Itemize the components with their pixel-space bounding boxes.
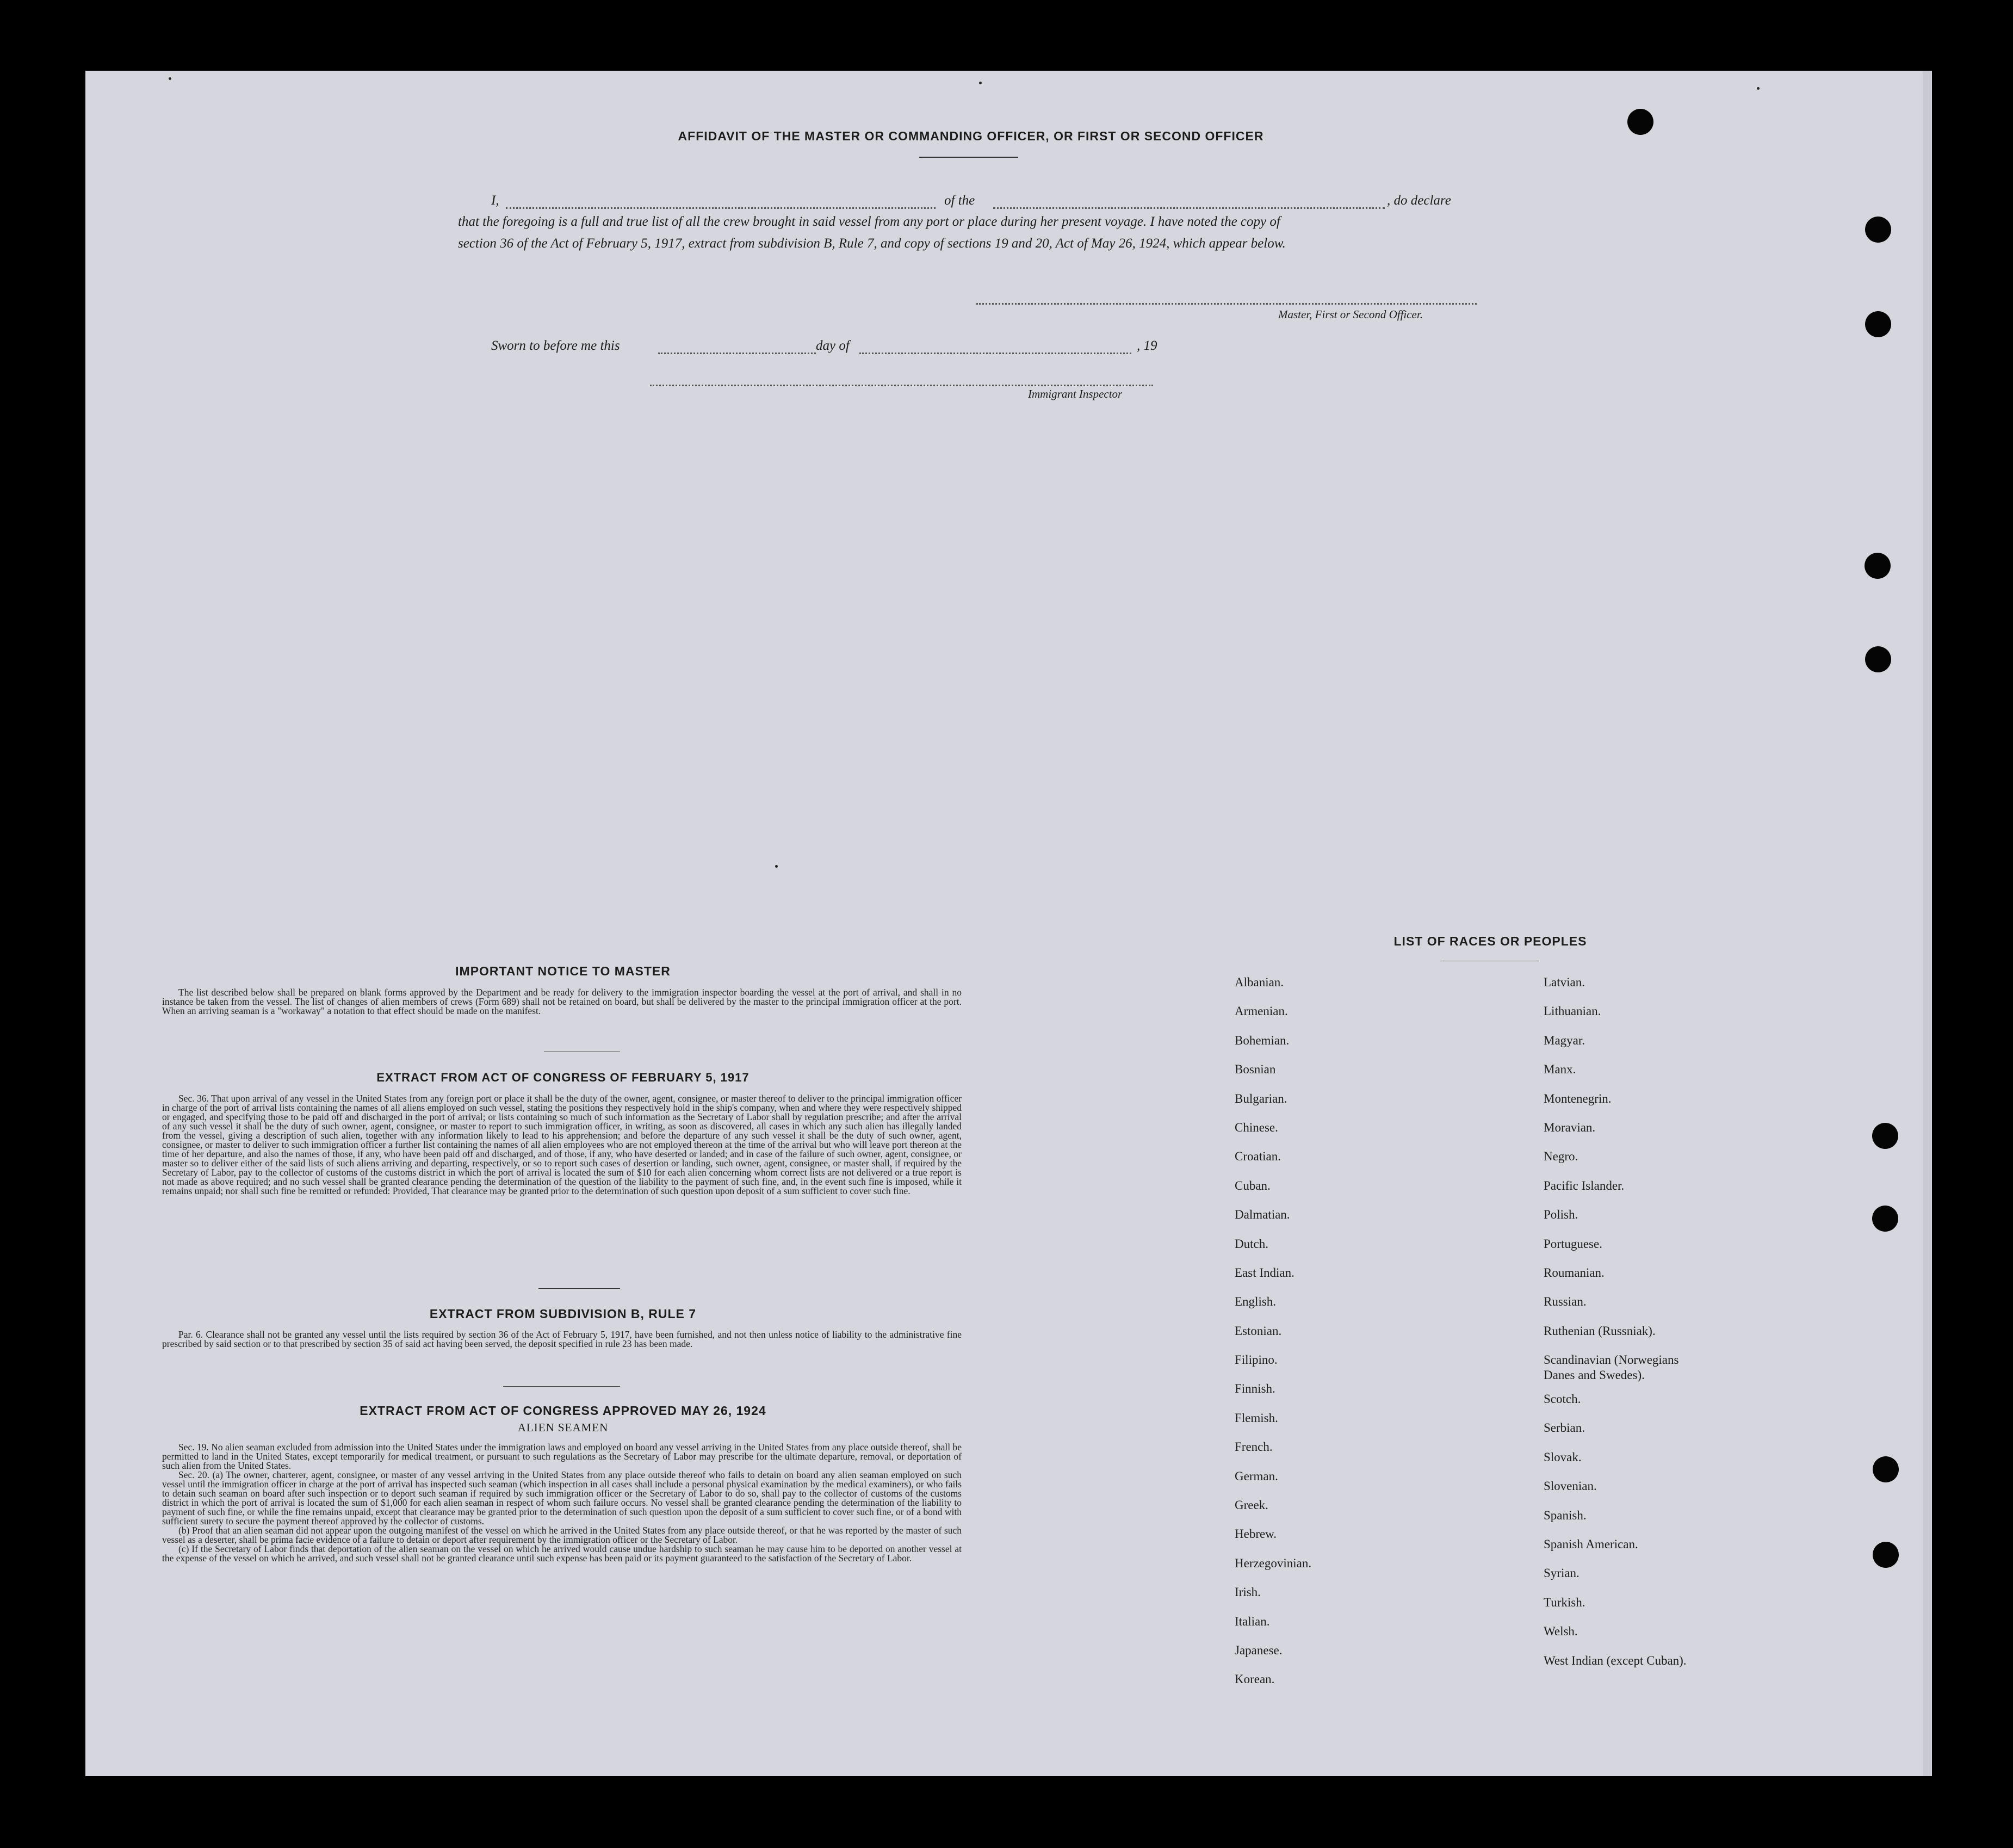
race-item: Serbian. xyxy=(1544,1421,1585,1435)
sec-20c-paragraph: (c) If the Secretary of Labor finds that deportation of the alien seaman on the vessel on which he arrived would cause undue hardship to such seaman he may cause him to be deported on another vessel at the expense of the vessel on which he arrived, and such vessel shall not be granted clearance until such expense has been paid or its payment guaranteed to the satisfaction of the Secretary of Labor. xyxy=(162,1543,962,1563)
alien-seamen-subtitle: ALIEN SEAMEN xyxy=(517,1421,609,1434)
race-item: Moravian. xyxy=(1544,1120,1596,1134)
affidavit-heading: AFFIDAVIT OF THE MASTER OR COMMANDING OFFICER, OR FIRST OR SECOND OFFICER xyxy=(678,129,1264,143)
race-item: Dutch. xyxy=(1235,1237,1268,1251)
race-item: Lithuanian. xyxy=(1544,1004,1601,1018)
sworn-day-of: day of xyxy=(816,338,850,353)
races-left-column xyxy=(1235,975,1528,1701)
punch-hole xyxy=(1873,1456,1899,1482)
race-item: Portuguese. xyxy=(1544,1237,1602,1251)
punch-hole xyxy=(1865,646,1891,672)
speck xyxy=(979,82,982,84)
race-item: Armenian. xyxy=(1235,1004,1288,1018)
punch-hole xyxy=(1865,311,1891,337)
race-item: Bulgarian. xyxy=(1235,1091,1287,1105)
extract-1917-body xyxy=(162,1094,962,1196)
race-item: Cuban. xyxy=(1235,1178,1271,1192)
race-item: Bosnian xyxy=(1235,1062,1276,1077)
sec-36-paragraph: Sec. 36. That upon arrival of any vessel in the United States from any foreign port or place it shall be the duty of the owner, agent, consignee, or master thereof to deliver to the principal immigration officer in charge of the port of arrival lists containing the names of all aliens employed on such vessel, stating the positions they respectively hold in the ship's company, when and where they were respectively shipped or engaged, and specifying those to be paid off and discharged in the port of arrival; or lists containing so much of such information as the Secretary of Labor shall by regulation prescribe; and after the arrival of any such vessel it shall be the duty of such owner, agent, consignee, or master to report to such immigration officer, in writing, as soon as discovered, all cases in which any such alien has illegally landed from the vessel, giving a description of such alien, together with any information likely to lead to his apprehension; and before the departure of any such vessel it shall be the duty of such owner, agent, consignee, or master to deliver to such immigration officer a further list containing the names of all alien employees who are not employed thereon at the time of the arrival but who will leave port thereon at the time of her departure, and also the names of those, if any, who have been paid off and discharged, and of those, if any, who have deserted or landed; and in case of the failure of such owner, agent, consignee, or master so to deliver either of the said lists of such aliens arriving and departing, respectively, or so to report such cases of desertion or landing, such owner, agent, consignee, or master shall, if required by the Secretary of Labor, pay to the collector of customs of the customs district in which the port of arrival is located the sum of $10 for each alien concerning whom correct lists are not delivered or a true report is not made as above required; and no such vessel shall be granted clearance pending the determination of the question of the liability to the payment of such fine, and, in the event such fine is imposed, while it remains unpaid; nor shall such fine be remitted or refunded: Provided, That clearance may be granted prior to the determination of such question upon deposit of a sum sufficient to cover such fine. xyxy=(162,1093,962,1196)
sec-20b-paragraph: (b) Proof that an alien seaman did not appear upon the outgoing manifest of the vessel on which he arrived in the United States from any place outside thereof, or that he was reported by the master of such vessel as a deserter, shall be prima facie evidence of a failure to detain or deport after requirement by the immigration officer or the Secretary of Labor. xyxy=(162,1525,962,1545)
sworn-month-blank[interactable] xyxy=(859,353,1131,354)
inspector-caption: Immigrant Inspector xyxy=(1028,387,1123,400)
extract-1924-body xyxy=(162,1443,962,1563)
signature-caption: Master, First or Second Officer. xyxy=(1278,308,1423,321)
speck xyxy=(775,865,778,868)
vessel-blank-line[interactable] xyxy=(993,207,1385,209)
punch-hole xyxy=(1872,1206,1898,1232)
name-blank-line[interactable] xyxy=(506,207,936,209)
declaration-line-3: section 36 of the Act of February 5, 1917, extract from subdivision B, Rule 7, and copy of sections 19 and 20, Act of May 26, 1924, which appear below. xyxy=(458,236,1286,251)
inspector-blank-line[interactable] xyxy=(650,385,1153,386)
declare-i: I, xyxy=(491,193,499,208)
race-item: Polish. xyxy=(1544,1208,1578,1222)
race-item: Scandinavian (Norwegians Danes and Swedes). xyxy=(1544,1353,1679,1382)
race-item: Slovenian. xyxy=(1544,1479,1597,1493)
race-item: Irish. xyxy=(1235,1585,1261,1599)
races-right-column xyxy=(1544,975,1848,1682)
race-item: Montenegrin. xyxy=(1544,1091,1612,1105)
race-item: Russian. xyxy=(1544,1295,1587,1309)
race-item: Albanian. xyxy=(1235,975,1284,989)
race-item: Syrian. xyxy=(1544,1566,1580,1580)
race-item: Scotch. xyxy=(1544,1392,1581,1406)
notice-title: IMPORTANT NOTICE TO MASTER xyxy=(455,964,671,978)
sec-20a-paragraph: Sec. 20. (a) The owner, charterer, agent, consignee, or master of any vessel arriving in the United States from any place outside thereof who fails to detain on board any alien seaman employed on such vessel until the immigration officer in charge at the port of arrival has inspected such seaman (which inspection in all cases shall include a personal physical examination by the medical examiners), or who fails to detain such seaman on board after such inspection or to deport such seaman if required by such immigration officer or the Secretary of Labor to do so, shall pay to the collector of customs of the customs district in which the port of arrival is located the sum of $1,000 for each alien seaman in respect of whom such failure occurs. No vessel shall be granted clearance pending the determination of the liability to payment of such fine, or while the fine remains unpaid, except that clearance may be granted prior to the determination of such question upon the deposit of a sum sufficient to cover such fine, or of a bond with sufficient surety to secure the payment thereof approved by the collector of customs. xyxy=(162,1469,962,1526)
declare-end: , do declare xyxy=(1387,193,1451,208)
race-item: French. xyxy=(1235,1440,1273,1454)
declare-of-the: of the xyxy=(944,193,975,208)
race-item: Negro. xyxy=(1544,1149,1578,1164)
race-item: Greek. xyxy=(1235,1498,1268,1512)
section-rule xyxy=(538,1288,620,1289)
speck xyxy=(169,77,171,80)
race-item: Ruthenian (Russniak). xyxy=(1544,1324,1656,1338)
sworn-prefix: Sworn to before me this xyxy=(491,338,620,353)
rule-7-body xyxy=(162,1330,962,1349)
race-item: Welsh. xyxy=(1544,1624,1578,1639)
extract-1924-title: EXTRACT FROM ACT OF CONGRESS APPROVED MAY 26, 1924 xyxy=(360,1404,766,1418)
extract-1917-title: EXTRACT FROM ACT OF CONGRESS OF FEBRUARY 5, 1917 xyxy=(376,1071,750,1084)
race-item: Turkish. xyxy=(1544,1595,1585,1609)
race-item: Slovak. xyxy=(1544,1450,1582,1464)
section-rule xyxy=(503,1386,620,1387)
race-item: East Indian. xyxy=(1235,1265,1294,1280)
sworn-day-blank[interactable] xyxy=(658,353,816,354)
punch-hole xyxy=(1873,1542,1899,1568)
race-item: Pacific Islander. xyxy=(1544,1178,1625,1192)
race-item: Magyar. xyxy=(1544,1033,1585,1047)
race-item: Filipino. xyxy=(1235,1353,1278,1367)
notice-body xyxy=(162,988,962,1016)
punch-hole xyxy=(1865,553,1891,579)
race-item: Roumanian. xyxy=(1544,1265,1605,1280)
punch-hole xyxy=(1865,217,1891,243)
race-item: Chinese. xyxy=(1235,1120,1278,1134)
race-item: German. xyxy=(1235,1469,1278,1483)
par-6-paragraph: Par. 6. Clearance shall not be granted any vessel until the lists required by section 36 of the Act of February 5, 1917, have been furnished, and not then unless notice of liability to the administrative fine prescribed by said section or to that prescribed by section 35 of said act having been served, the deposit specified in rule 23 has been made. xyxy=(162,1329,962,1349)
race-item: Bohemian. xyxy=(1235,1033,1290,1047)
declaration-line-2: that the foregoing is a full and true list of all the crew brought in said vessel from any port or place during her present voyage. I have noted the copy of xyxy=(458,214,1280,229)
rule-7-title: EXTRACT FROM SUBDIVISION B, RULE 7 xyxy=(429,1307,697,1321)
sec-19-paragraph: Sec. 19. No alien seaman excluded from admission into the United States under the immigration laws and employed on board any vessel arriving in the United States from any place outside thereof, shall be permitted to land in the United States, except temporarily for medical treatment, or pursuant to such regulations as the Secretary of Labor may prescribe for the ultimate departure, removal, or deportation of such alien from the United States. xyxy=(162,1442,962,1471)
sworn-year: , 19 xyxy=(1137,338,1157,353)
race-item: English. xyxy=(1235,1295,1277,1309)
race-item: Manx. xyxy=(1544,1062,1576,1077)
race-item: Finnish. xyxy=(1235,1382,1275,1396)
race-item: West Indian (except Cuban). xyxy=(1544,1653,1687,1667)
race-item: Hebrew. xyxy=(1235,1527,1277,1541)
race-item: Japanese. xyxy=(1235,1643,1283,1657)
race-item: Latvian. xyxy=(1544,975,1585,989)
page-edge xyxy=(1923,71,1931,1776)
races-title: LIST OF RACES OR PEOPLES xyxy=(1393,934,1587,948)
race-item: Korean. xyxy=(1235,1672,1275,1686)
race-item: Spanish American. xyxy=(1544,1537,1638,1552)
punch-hole xyxy=(1872,1123,1898,1149)
speck xyxy=(1757,87,1760,90)
race-item: Flemish. xyxy=(1235,1411,1278,1425)
punch-hole xyxy=(1627,109,1653,135)
race-item: Croatian. xyxy=(1235,1149,1281,1164)
race-item: Dalmatian. xyxy=(1235,1208,1290,1222)
heading-rule xyxy=(919,157,1018,158)
race-item: Italian. xyxy=(1235,1614,1270,1628)
race-item: Spanish. xyxy=(1544,1508,1587,1522)
race-item: Estonian. xyxy=(1235,1324,1282,1338)
signature-blank-line[interactable] xyxy=(976,303,1477,305)
notice-paragraph: The list described below shall be prepared on blank forms approved by the Department and be ready for delivery to the immigration inspector boarding the vessel at the port of arrival, and shall in no instance be taken from the vessel. The list of changes of alien members of crews (Form 689) shall not be retained on board, but shall be delivered by the master to the principal immigration officer at the port. When an arriving seaman is a "workaway" a notation to that effect should be made on the manifest. xyxy=(162,987,962,1016)
race-item: Herzegovinian. xyxy=(1235,1556,1312,1570)
